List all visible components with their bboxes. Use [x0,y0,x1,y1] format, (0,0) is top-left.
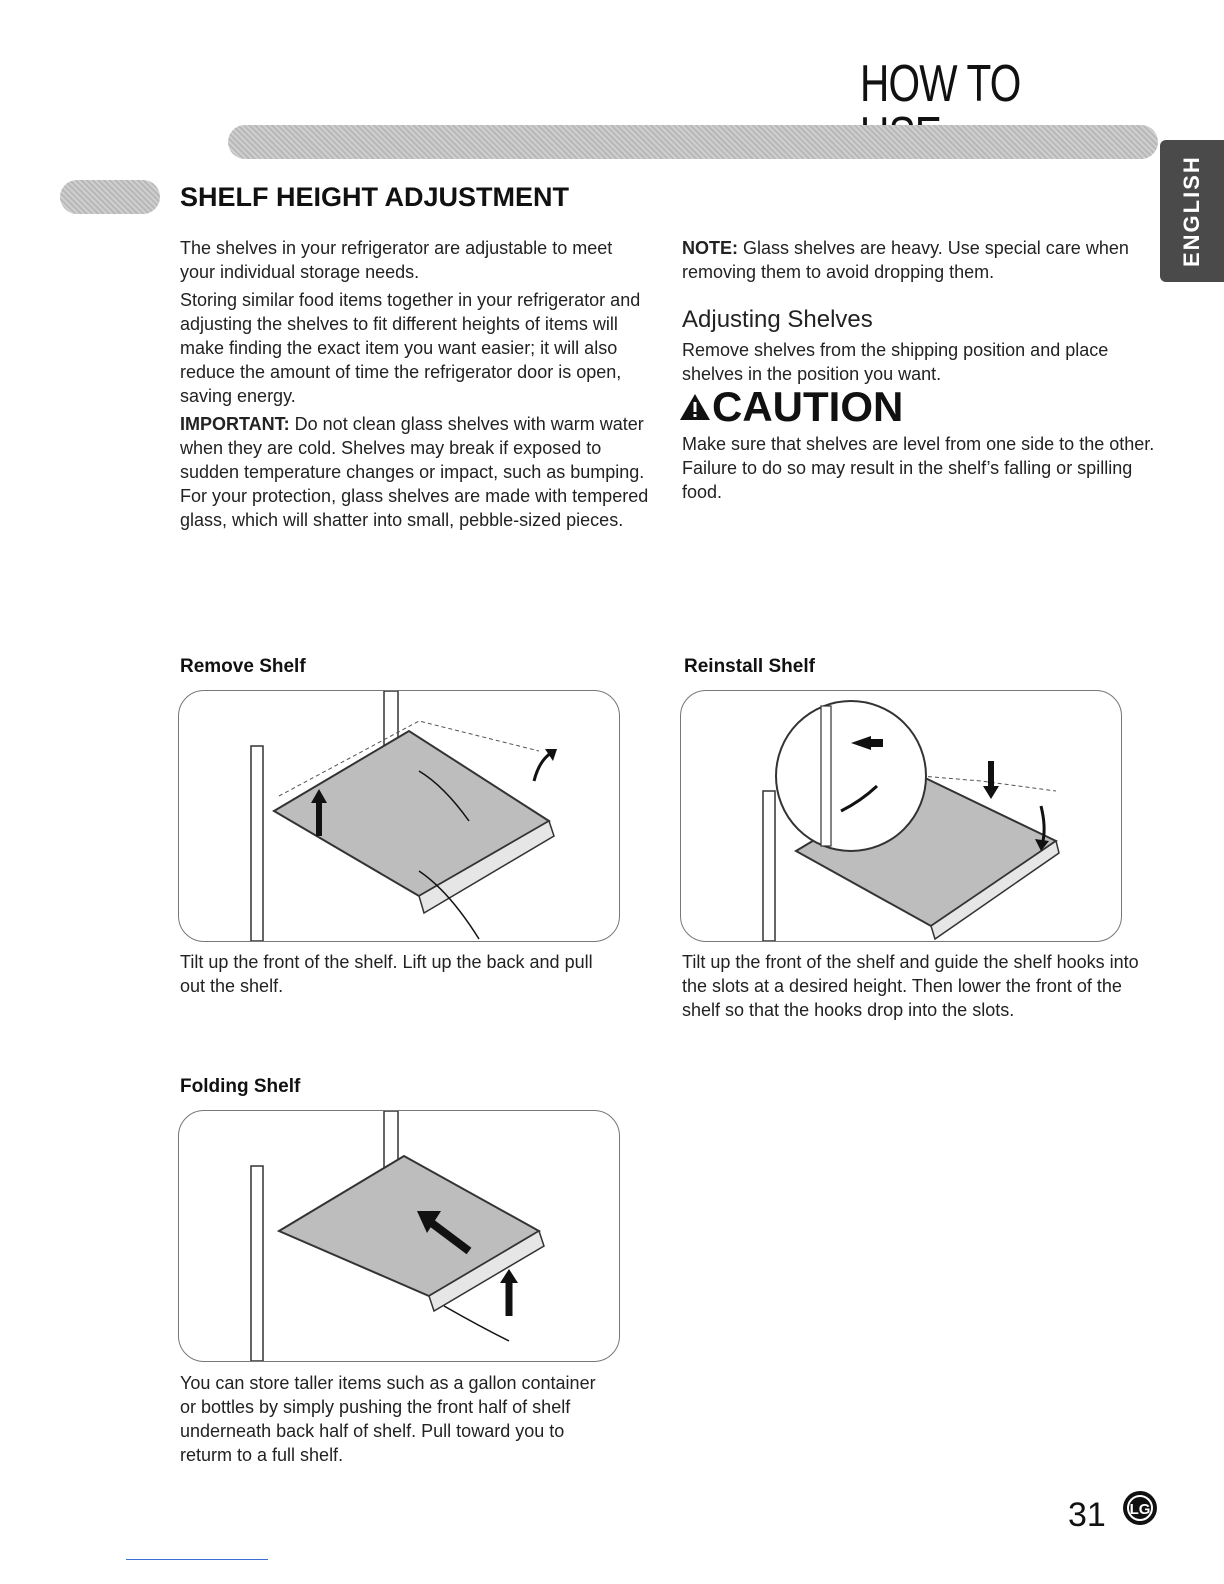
page-header-title: HOW TO [860,55,1021,113]
reinstall-shelf-label: Reinstall Shelf [684,656,815,677]
left-column [180,236,650,536]
remove-shelf-caption: Tilt up the front of the shelf. Lift up the back and pull out the shelf. [180,952,593,996]
caution-heading [678,383,1162,430]
section-title: SHELF HEIGHT ADJUSTMENT [180,182,570,212]
language-tab-label: ENGLISH [1179,155,1204,267]
intro-paragraph: The shelves in your refrigerator are adjustable to meet your individual storage needs. [180,238,613,282]
lg-logo-text: LG [1129,1501,1151,1518]
section-marker [60,180,160,214]
important-paragraph [180,412,650,532]
remove-shelf-label: Remove Shelf [180,656,306,677]
important-label: IMPORTANT: [180,414,290,434]
footer-line [126,1559,268,1560]
storage-paragraph: Storing similar food items together in your refrigerator and adjusting the shelves to fit different heights of items will make finding the exact item you want easier; it will also reduce the amount of time the refrigerator door is open, saving energy. [180,290,641,406]
reinstall-shelf-illustration [680,690,1122,942]
folding-shelf-label: Folding Shelf [180,1076,301,1097]
note-paragraph [682,236,1162,284]
page-number: 31 [1068,1496,1106,1534]
folding-shelf-caption: You can store taller items such as a gallon container or bottles by simply pushing the front half of shelf underneath back half of shelf. Pull toward you to returm to a full shelf. [180,1373,596,1465]
warning-triangle-icon [678,392,712,422]
note-text: Glass shelves are heavy. Use special care when removing them to avoid dropping them. [682,238,1129,282]
adjusting-shelves-text: Remove shelves from the shipping position and place shelves in the position you want. [682,340,1109,384]
important-text: Do not clean glass shelves with warm water when they are cold. Shelves may break if exposed to sudden temperature changes or impact, such as bumping. For your protection, glass shelves are made with tempered glass, which will shatter into small, pebble-sized pieces. [180,414,649,530]
header-bar [228,125,1158,159]
adjusting-shelves-heading: Adjusting Shelves [682,306,873,333]
language-tab [1160,140,1224,282]
lg-logo [1120,1488,1160,1533]
reinstall-shelf-caption: Tilt up the front of the shelf and guide the shelf hooks into the slots at a desired height. Then lower the front of the shelf so that the hooks drop into the slots. [682,952,1139,1020]
caution-text: Make sure that shelves are level from one side to the other. Failure to do so may result in the shelf’s falling or spilling food. [682,434,1155,502]
right-column [682,236,1162,508]
folding-shelf-illustration [178,1110,620,1362]
caution-label: CAUTION [712,383,904,430]
note-label: NOTE: [682,238,738,258]
remove-shelf-illustration [178,690,620,942]
